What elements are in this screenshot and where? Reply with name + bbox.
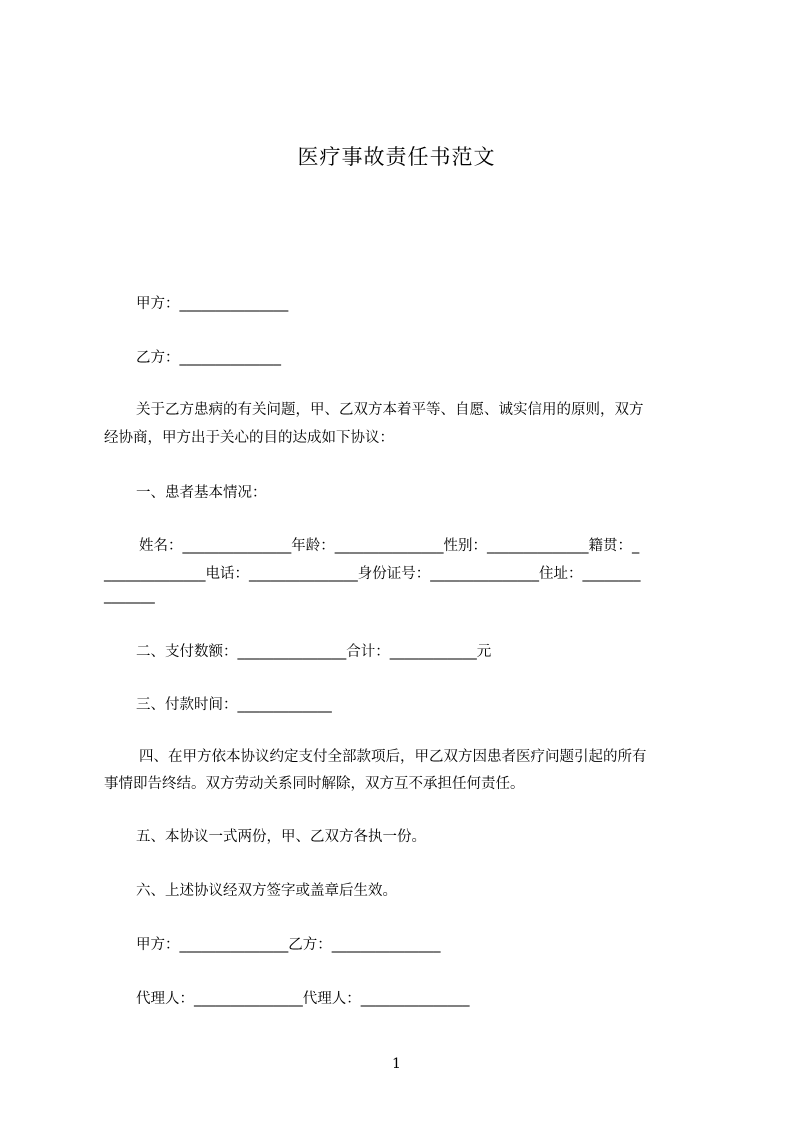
section-3-payment-time: 三、付款时间：_____________ xyxy=(136,697,332,713)
section-2-payment-amount: 二、支付数额：_______________合计：____________元 xyxy=(136,644,492,660)
section-4-line-1: 四、在甲方依本协议约定支付全部款项后，甲乙双方因患者医疗问题引起的所有 xyxy=(139,749,647,765)
party-b-line: 乙方：______________ xyxy=(136,350,281,366)
section-6: 六、上述协议经双方签字或盖章后生效。 xyxy=(136,883,397,899)
section-1-heading: 一、患者基本情况： xyxy=(136,485,267,501)
document-title: 医疗事故责任书范文 xyxy=(297,145,496,169)
section-4-line-2: 事情即告终结。双方劳动关系同时解除，双方互不承担任何责任。 xyxy=(104,776,525,792)
signature-parties-line: 甲方：_______________乙方：_______________ xyxy=(136,937,441,953)
section-5: 五、本协议一式两份，甲、乙双方各执一份。 xyxy=(136,829,426,845)
party-a-line: 甲方：_______________ xyxy=(136,296,289,312)
page-number: 1 xyxy=(392,1056,401,1072)
intro-line-1: 关于乙方患病的有关问题，甲、乙双方本着平等、自愿、诚实信用的原则，双方 xyxy=(136,402,644,418)
patient-info-line-2: ______________电话：_______________身份证号：_______________住址：________ xyxy=(104,566,641,582)
signature-agents-line: 代理人：_______________代理人：_______________ xyxy=(136,991,470,1007)
patient-info-line-1: 姓名：_______________年龄：_______________性别：______________籍贯：_ xyxy=(139,538,640,554)
patient-info-line-3: _______ xyxy=(104,588,155,604)
intro-line-2: 经协商，甲方出于关心的目的达成如下协议： xyxy=(104,430,394,446)
